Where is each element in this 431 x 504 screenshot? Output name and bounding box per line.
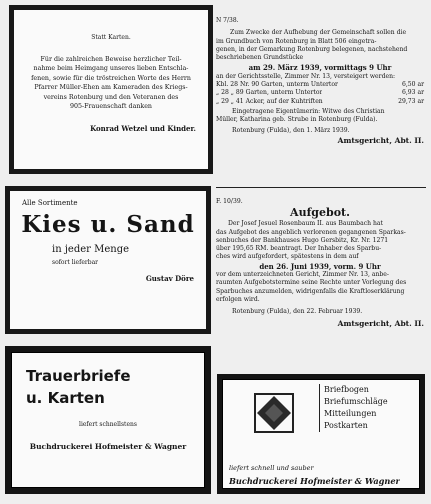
gravel-title: Kies u. Sand <box>21 211 195 238</box>
thanks-line: nahme beim Heimgang unseres lieben Entschla- <box>33 65 189 73</box>
auction-row-item: „ 28 „ 89 Garten, unterm Untertor <box>216 89 323 97</box>
notice-title: Aufgebot. <box>290 206 350 220</box>
thanks-line: Pfarrer Müller-Ehen am Kameraden des Kriegs- <box>34 84 188 92</box>
auction-ref: N 7/38. <box>216 17 239 24</box>
auction-intro-line: beschriebenen Grundstücke <box>216 54 304 62</box>
auction-row-item: Kbl. 28 Nr. 90 Garten, unterm Untertor <box>216 81 338 89</box>
auction-row-value: 29,73 ar <box>398 97 424 105</box>
gravel-signature: Gustav Döre <box>145 274 194 283</box>
mourning-title-1: Trauerbriefe <box>26 367 131 385</box>
printing-signature: Buchdruckerei Hofmeister & Wagner <box>229 476 400 486</box>
printing-ad <box>217 374 425 494</box>
notice-body-line: das Aufgebot des angeblich verlorenen gegangenen Sparkas- <box>216 228 406 236</box>
thanks-text <box>14 55 208 111</box>
ornament-icon <box>251 390 297 436</box>
printing-line: liefert schnell und sauber <box>229 464 314 472</box>
thanks-signature: Konrad Wetzel und Kinder. <box>90 124 196 134</box>
thanks-notice <box>9 5 213 174</box>
auction-table <box>216 81 424 106</box>
auction-row-value: 6,93 ar <box>401 89 424 97</box>
notice <box>216 198 424 362</box>
gravel-ad <box>5 186 211 334</box>
auction-row <box>216 98 424 106</box>
auction-owner-line: Eingetragene Eigentümerin: Witwe des Christian <box>232 107 385 115</box>
auction-row <box>216 89 424 97</box>
auction-row <box>216 81 424 89</box>
mourning-title-2: u. Karten <box>26 389 105 407</box>
notice-court: Amtsgericht, Abt. II. <box>337 319 424 328</box>
notice-body-line: senbuches der Bankhauses Hugo Gersbitz, Kr. Nr. 1271 <box>216 236 389 244</box>
auction-intro-line: Zum Zwecke der Aufhebung der Gemeinschaft sollen die <box>230 29 407 37</box>
auction-place-date: Rotenburg (Fulda), den 1. März 1939. <box>232 126 350 134</box>
auction-intro-line: genen, in der Gemarkung Rotenburg belegenen, nachstehend <box>216 45 408 53</box>
thanks-line: 905-Frauenschaft danken <box>70 103 152 111</box>
thanks-line: Für die zahlreichen Beweise herzlicher Teil- <box>40 56 182 63</box>
divider <box>216 187 426 188</box>
notice-body-line: raumten Aufgebotstermine seine Rechte unter Vorlegung des <box>216 279 407 287</box>
auction-notice <box>216 17 424 187</box>
notice-body-line: über 195,65 RM. beantragt. Der Inhaber des Sparbu- <box>216 245 382 253</box>
mourning-signature: Buchdruckerei Hofmeister & Wagner <box>29 442 187 451</box>
mourning-line-3: liefert schnellstens <box>79 421 137 428</box>
auction-location: an der Gerichtsstelle, Zimmer Nr. 13, versteigert werden: <box>216 72 396 80</box>
thanks-line: fenen, sowie für die tröstreichen Worte des Herrn <box>31 74 191 82</box>
notice-body-line: ches wird aufgefordert, spätestens in dem auf <box>216 253 359 261</box>
auction-intro-line: im Grundbuch von Rotenburg in Blatt 506 eingetra- <box>216 37 377 45</box>
gravel-line-3: in jeder Menge <box>52 244 130 255</box>
notice-place-date: Rotenburg (Fulda), den 22. Februar 1939. <box>232 308 363 316</box>
printing-item: Postkarten <box>324 421 368 430</box>
notice-ref: F. 10/39. <box>216 198 243 205</box>
gravel-line-1: Alle Sortimente <box>22 199 78 207</box>
thanks-line: vereins Rotenburg und den Veteranen des <box>43 93 179 101</box>
auction-court: Amtsgericht, Abt. II. <box>337 136 424 145</box>
notice-body-line: erfolgen wird. <box>216 295 260 303</box>
printing-items <box>319 384 388 432</box>
thanks-heading: Statt Karten. <box>91 34 131 41</box>
auction-date: am 29. März 1939, vormittags 9 Uhr <box>248 64 392 73</box>
auction-row-value: 6,50 ar <box>401 81 424 89</box>
mourning-ad <box>5 346 211 494</box>
notice-date: den 26. Juni 1939, vorm. 9 Uhr <box>259 262 381 271</box>
auction-owner-line: Müller, Katharina geb. Strube in Rotenburg (Fulda). <box>216 116 378 124</box>
printing-item: Briefumschläge <box>324 397 388 406</box>
printing-item: Mitteilungen <box>324 409 377 418</box>
auction-row-item: „ 29 „ 41 Acker, auf der Kuhtriften <box>216 97 323 105</box>
notice-body-line: Der Josef Jesuel Rosenbaum II. aus Baumbach hat <box>228 220 384 228</box>
gravel-line-4: sofort lieferbar <box>52 259 99 266</box>
notice-body-line: Sparbuches anzumelden, widrigenfalls die Kraftloserklärung <box>216 287 405 295</box>
printing-item: Briefbogen <box>324 385 369 394</box>
notice-body-line: vor dem unterzeichneten Gericht, Zimmer Nr. 13, anbe- <box>216 271 389 279</box>
